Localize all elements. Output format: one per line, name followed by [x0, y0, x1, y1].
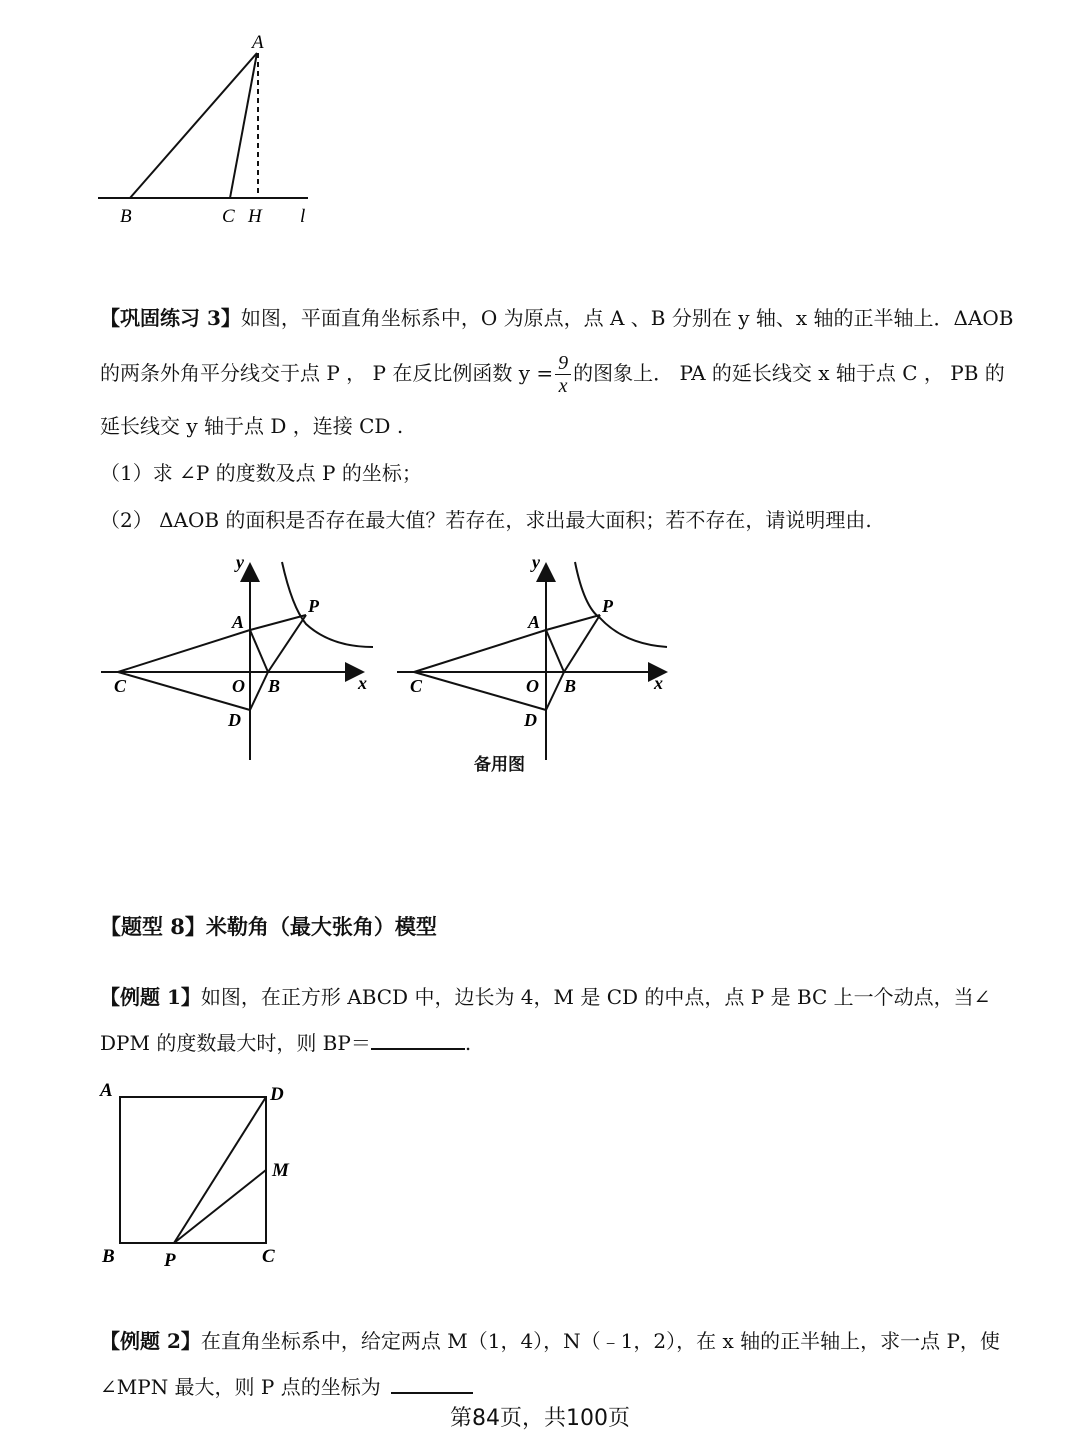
square-abcd — [120, 1097, 266, 1243]
label-b: B — [268, 676, 281, 696]
label-y: y — [236, 552, 244, 572]
exercise3-line3: 延长线交 y 轴于点 D ，连接 CD . — [100, 414, 404, 438]
example1-line1-text: 如图，在正方形 ABCD 中，边长为 4，M 是 CD 的中点，点 P 是 BC 上一个动点，当∠ — [200, 985, 991, 1009]
label-a: A — [100, 1080, 113, 1101]
label-a: A — [252, 32, 264, 53]
answer-blank-1[interactable] — [371, 1030, 465, 1050]
coordinate-graph-main — [96, 552, 386, 767]
label-d: D — [270, 1084, 284, 1105]
exercise3-line2 — [100, 348, 1005, 398]
label-o: O — [526, 676, 539, 696]
inverse-function-fraction — [555, 352, 571, 397]
exercise3-line1 — [100, 304, 1014, 332]
label-y: y — [532, 552, 540, 572]
example2-line1 — [100, 1327, 1000, 1355]
example1-line2-end: . — [464, 1031, 472, 1055]
exercise3-tag: 【巩固练习 3】 — [100, 306, 241, 330]
exercise3-question1: （1）求 ∠P 的度数及点 P 的坐标； — [100, 461, 422, 485]
label-p: P — [164, 1250, 176, 1271]
label-b: B — [102, 1246, 115, 1267]
example1-line2 — [100, 1029, 471, 1057]
label-h: H — [248, 206, 262, 227]
square-figure — [96, 1076, 296, 1271]
exercise3-line1-text: 如图，平面直角坐标系中，O 为原点，点 A 、B 分别在 y 轴、x 轴的正半轴上．ΔAOB — [240, 306, 1014, 330]
exercise3-line2-pre: 的两条外角平分线交于点 P ， P 在反比例函数 y = — [100, 361, 554, 385]
type8-heading: 【题型 8】米勒角（最大张角）模型 — [100, 914, 437, 939]
example2-line2-text: ∠MPN 最大，则 P 点的坐标为 — [100, 1375, 381, 1399]
label-c: C — [410, 676, 423, 696]
segment-ab — [130, 53, 257, 198]
label-d: D — [228, 710, 241, 730]
label-p: P — [602, 596, 613, 616]
segment-ab — [546, 630, 564, 672]
example2-tag: 【例题 2】 — [100, 1329, 201, 1353]
example1-line2-text: DPM 的度数最大时，则 BP＝ — [100, 1031, 371, 1055]
fraction-numerator: 9 — [555, 352, 571, 375]
segment-ca — [118, 630, 250, 672]
segment-pm — [174, 1170, 266, 1243]
segment-ac — [230, 53, 257, 198]
label-m: M — [272, 1160, 289, 1181]
segment-ab — [250, 630, 268, 672]
label-c: C — [114, 676, 127, 696]
exercise3-line2-post: 的图象上． PA 的延长线交 x 轴于点 C ， PB 的 — [573, 361, 1005, 385]
label-a: A — [528, 612, 541, 632]
answer-blank-2[interactable] — [391, 1374, 473, 1394]
label-o: O — [232, 676, 245, 696]
backup-figure-caption: 备用图 — [474, 755, 525, 775]
example2-line1-text: 在直角坐标系中，给定两点 M（1，4），N（﹣1，2），在 x 轴的正半轴上，求一点 P，使 — [200, 1329, 1000, 1353]
triangle-altitude-figure — [90, 28, 330, 233]
segment-bd — [546, 672, 564, 710]
label-d: D — [524, 710, 537, 730]
example1-line1 — [100, 983, 990, 1011]
segment-pd — [174, 1097, 266, 1243]
label-x: x — [358, 673, 367, 693]
hyperbola — [282, 562, 373, 647]
page-footer: 第84页，共100页 — [450, 1406, 630, 1431]
example2-line2 — [100, 1373, 473, 1401]
fraction-denominator: x — [558, 375, 568, 397]
label-l: l — [300, 206, 306, 227]
label-c: C — [222, 206, 235, 227]
coordinate-graph-backup — [392, 552, 682, 767]
exercise3-question2: （2） ΔAOB 的面积是否存在最大值？若存在，求出最大面积；若不存在，请说明理由. — [100, 508, 872, 532]
segment-cd — [118, 672, 250, 710]
segment-bd — [250, 672, 268, 710]
label-a: A — [232, 612, 245, 632]
example1-tag: 【例题 1】 — [100, 985, 201, 1009]
segment-ca — [414, 630, 546, 672]
label-p: P — [308, 596, 319, 616]
label-b: B — [120, 206, 132, 227]
label-c: C — [262, 1246, 275, 1267]
label-x: x — [654, 673, 663, 693]
label-b: B — [564, 676, 577, 696]
